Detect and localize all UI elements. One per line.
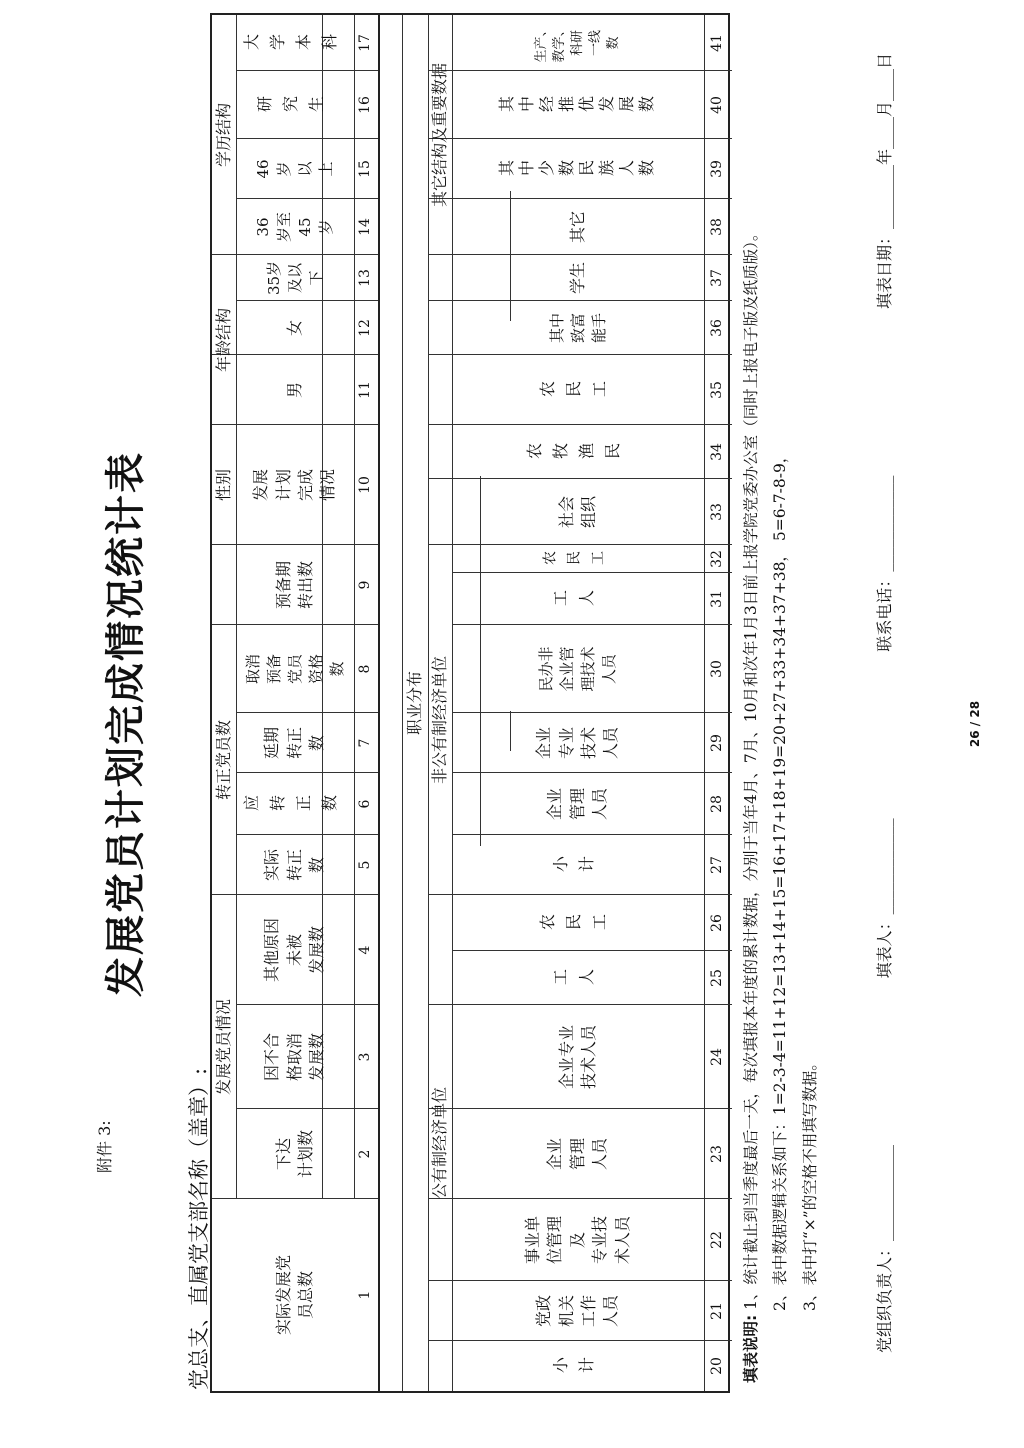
group-zhuanzheng: 转正党员数	[213, 720, 233, 801]
page-number: 26 / 28	[968, 700, 982, 748]
attachment-label: 附件 3:	[95, 1120, 114, 1173]
leader-label: 党组织负责人：	[875, 1240, 894, 1353]
header-c2: 下达 计划数	[273, 1130, 315, 1179]
note-1: 1、统计截止到当季度最后一天，每次填报本年度的累计数据，分别于当年4月、7月、10月和次年1月3日前上报学院党委办公室（同时上报电子版及纸质版）。	[742, 225, 760, 1310]
header-c35: 农民工	[539, 380, 617, 400]
header-c26: 农民工	[539, 913, 617, 933]
header-c36: 其中 致富 能手	[547, 313, 608, 344]
num-13: 13	[357, 269, 374, 287]
num-29: 29	[709, 734, 726, 752]
header-c34: 农牧渔民	[526, 442, 630, 462]
page-title: 发展党员计划完成情况统计表	[103, 451, 149, 997]
unit-name-label: 党总支、直属党支部名称（盖章）:	[187, 1067, 211, 1390]
header-c10: 发展 计划 完成 情况	[251, 469, 338, 502]
num-25: 25	[709, 969, 726, 987]
group-feigongyou: 非公有制经济单位	[429, 656, 449, 785]
num-16: 16	[357, 96, 374, 114]
num-15: 15	[357, 160, 374, 178]
phone-label: 联系电话：	[875, 571, 894, 652]
signature-line: 党组织负责人：____________ 填表人：____________ 联系电话：____________ 填表日期：________年____月____日	[875, 53, 894, 1353]
num-37: 37	[709, 269, 726, 287]
group-zhiye: 职业分布	[404, 671, 424, 736]
header-c29: 企业 专业 技术 人员	[534, 727, 621, 760]
num-1: 1	[357, 1290, 374, 1300]
num-23: 23	[709, 1145, 726, 1163]
header-c4: 其他原因 未被 发展数	[262, 918, 327, 983]
header-c25: 工人	[552, 968, 604, 988]
header-c38: 其它	[567, 211, 587, 244]
header-c37: 学生	[567, 262, 587, 295]
header-c9: 预备期 转出数	[273, 561, 315, 610]
num-4: 4	[357, 945, 374, 955]
header-c15: 46 岁 以 上	[254, 159, 335, 179]
header-c11: 男	[284, 382, 304, 399]
header-c23: 企业 管理 人员	[545, 1138, 610, 1171]
header-c17: 大学本科	[243, 33, 347, 53]
num-33: 33	[709, 503, 726, 521]
num-2: 2	[357, 1149, 374, 1159]
header-c30: 民办非 企业管 理技术 人员	[537, 646, 618, 692]
header-c3: 因不合 格取消 发展数	[262, 1033, 327, 1082]
statistics-table	[210, 13, 730, 1393]
header-c1: 实际发展党 员总数	[273, 1255, 315, 1336]
header-c40: 其中经推优发展数	[498, 95, 658, 115]
header-c7: 延期 转正 数	[262, 727, 327, 760]
num-7: 7	[357, 738, 374, 748]
num-35: 35	[709, 381, 726, 399]
header-c13: 35岁 及以 下	[264, 260, 325, 296]
header-c39: 其中少数民族人数	[498, 159, 658, 179]
num-3: 3	[357, 1052, 374, 1062]
header-c28: 企业 管理 人员	[545, 788, 610, 821]
header-c24: 企业专业 技术人员	[556, 1025, 598, 1090]
num-38: 38	[709, 218, 726, 236]
num-22: 22	[709, 1231, 726, 1249]
notes-label: 填表说明:	[742, 1314, 760, 1383]
header-c20: 小计	[552, 1356, 604, 1376]
num-5: 5	[357, 860, 374, 870]
num-41: 41	[709, 34, 726, 52]
date-label: 填表日期：	[875, 229, 894, 310]
note-3: 3、表中打“×”的空格不用填写数据。	[800, 1055, 819, 1311]
header-c14: 36 岁至 45 岁	[254, 212, 335, 243]
group-xingbie: 性别	[213, 469, 233, 502]
group-qita: 其它结构及重要数据	[429, 63, 449, 208]
num-27: 27	[709, 856, 726, 874]
filler-label: 填表人：	[875, 914, 894, 979]
header-c8: 取消 预备 党员 资格 数	[243, 654, 346, 685]
header-c32: 农民工	[542, 551, 614, 567]
header-c12: 女	[284, 320, 304, 337]
header-c16: 研究生	[256, 95, 334, 115]
notes-block	[737, 23, 825, 1383]
header-c33: 社会 组织	[556, 496, 598, 529]
num-9: 9	[357, 580, 374, 590]
group-nianling: 年龄结构	[213, 308, 233, 373]
num-26: 26	[709, 914, 726, 932]
num-31: 31	[709, 590, 726, 608]
header-c6: 应转正数	[243, 794, 347, 814]
num-30: 30	[709, 660, 726, 678]
num-28: 28	[709, 795, 726, 813]
header-c41: 生产、 教学、 科研 一线 数	[533, 23, 622, 63]
num-10: 10	[357, 476, 374, 494]
header-c21: 党政 机关 工作 人员	[534, 1295, 621, 1328]
header-c5: 实际 转正 数	[262, 849, 327, 882]
num-6: 6	[357, 799, 374, 809]
num-24: 24	[709, 1048, 726, 1066]
group-xueli: 学历结构	[213, 103, 233, 168]
num-21: 21	[709, 1302, 726, 1320]
group-gongyou: 公有制经济单位	[429, 1087, 449, 1200]
num-17: 17	[357, 34, 374, 52]
header-c22: 事业单 位管理 及 专业技 术人员	[523, 1216, 632, 1265]
num-39: 39	[709, 160, 726, 178]
group-fazhan: 发展党员情况	[213, 999, 233, 1096]
num-14: 14	[357, 218, 374, 236]
num-32: 32	[709, 550, 726, 568]
num-40: 40	[709, 96, 726, 114]
note-2: 2、表中数据逻辑关系如下：1=2-3-4=11+12=13+14+15=16+17+18+19=20+27+33+34+37+38， 5=6-7-8-9，	[771, 447, 790, 1311]
num-8: 8	[357, 664, 374, 674]
num-20: 20	[709, 1357, 726, 1375]
header-c31: 工人	[552, 589, 604, 609]
header-c27: 小计	[552, 855, 604, 875]
num-34: 34	[709, 443, 726, 461]
num-12: 12	[357, 319, 374, 337]
num-11: 11	[357, 381, 374, 399]
date-tail: 年____月____日	[875, 53, 894, 166]
num-36: 36	[709, 319, 726, 337]
